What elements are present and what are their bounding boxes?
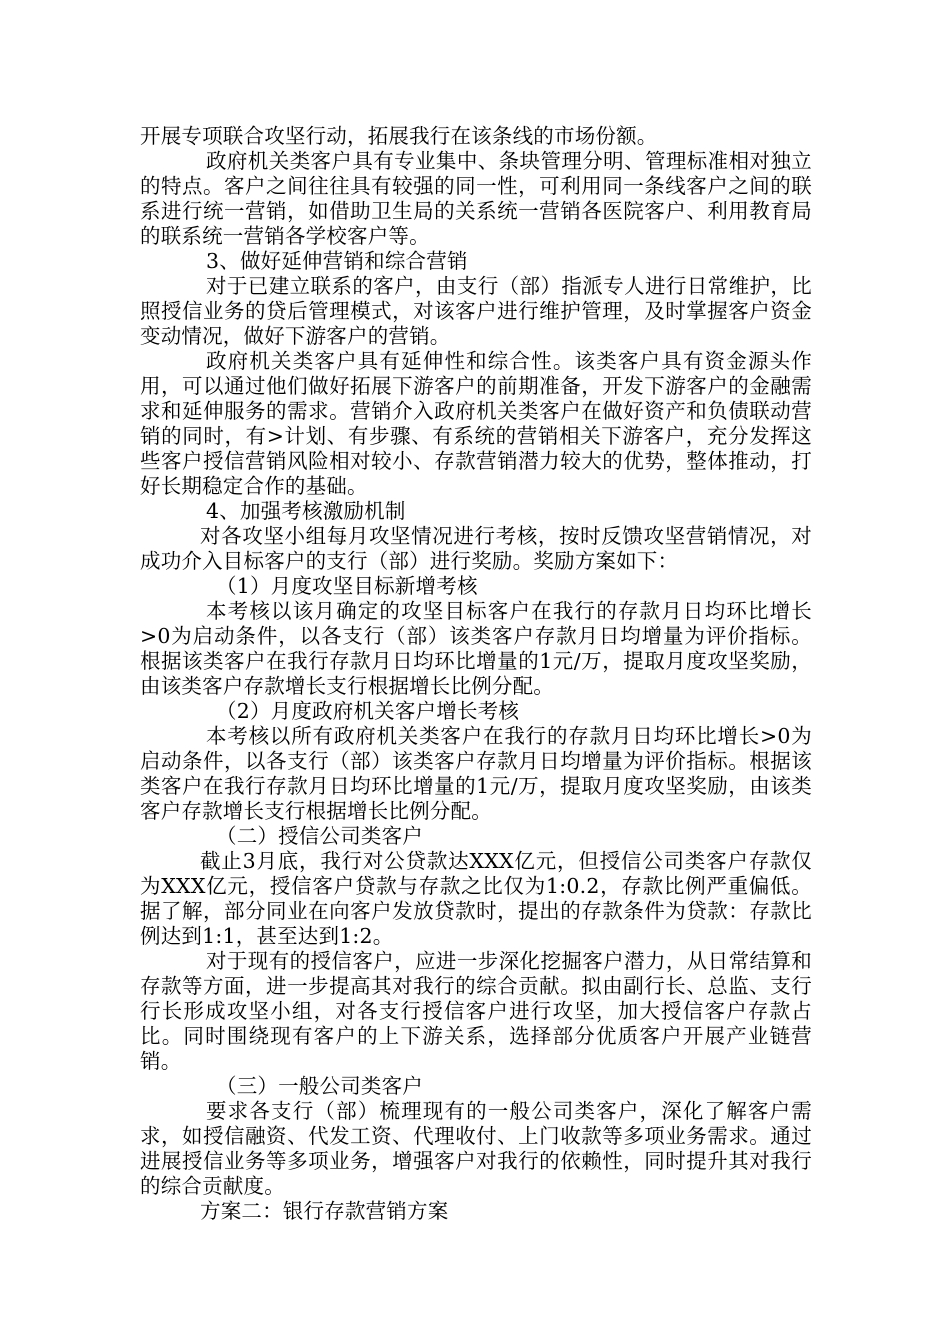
paragraph: 截止3月底，我行对公贷款达XXX亿元，但授信公司类客户存款仅为XXX亿元，授信客户贷款与存款之比仅为1:0.2，存款比例严重偏低。据了解，部分同业在向客户发放贷款时，提出的存款条件为贷款：存款比例达到1:1，甚至达到1:2。 — [140, 849, 812, 948]
paragraph: 对各攻坚小组每月攻坚情况进行考核，按时反馈攻坚营销情况，对成功介入目标客户的支行（部）进行奖励。奖励方案如下： — [140, 524, 812, 573]
paragraph: 本考核以所有政府机关类客户在我行的存款月日均环比增长>0为启动条件，以各支行（部）该类客户存款月日均增量为评价指标。根据该类客户在我行存款月日均环比增量的1元/万，提取月度攻坚奖励，由该类客户存款增长支行根据增长比例分配。 — [140, 724, 812, 823]
section-heading: 方案二：银行存款营销方案 — [200, 1199, 449, 1223]
section-heading: 3、做好延伸营销和综合营销 — [206, 249, 468, 273]
paragraph: 对于已建立联系的客户，由支行（部）指派专人进行日常维护，比照授信业务的贷后管理模式，对该客户进行维护管理，及时掌握客户资金变动情况，做好下游客户的营销。 — [140, 274, 812, 348]
section-heading: （1）月度攻坚目标新增考核 — [216, 574, 478, 598]
paragraph: 对于现有的授信客户，应进一步深化挖掘客户潜力，从日常结算和存款等方面，进一步提高其对我行的综合贡献。拟由副行长、总监、支行行长形成攻坚小组，对各支行授信客户进行攻坚，加大授信客户存款占比。同时围绕现有客户的上下游关系，选择部分优质客户开展产业链营销。 — [140, 949, 812, 1073]
section-heading: （二）授信公司类客户 — [216, 824, 423, 848]
paragraph: 政府机关类客户具有专业集中、条块管理分明、管理标准相对独立的特点。客户之间往往具有较强的同一性，可利用同一条线客户之间的联系进行统一营销，如借助卫生局的关系统一营销各医院客户、利用教育局的联系统一营销各学校客户等。 — [140, 149, 812, 248]
section-heading: （三）一般公司类客户 — [216, 1074, 423, 1098]
section-heading: 4、加强考核激励机制 — [206, 499, 406, 523]
paragraph: 要求各支行（部）梳理现有的一般公司类客户，深化了解客户需求，如授信融资、代发工资、代理收付、上门收款等多项业务需求。通过进展授信业务等多项业务，增强客户对我行的依赖性，同时提升其对我行的综合贡献度。 — [140, 1099, 812, 1198]
paragraph: 开展专项联合攻坚行动，拓展我行在该条线的市场份额。 — [140, 124, 658, 148]
section-heading: （2）月度政府机关客户增长考核 — [216, 699, 520, 723]
paragraph: 政府机关类客户具有延伸性和综合性。该类客户具有资金源头作用，可以通过他们做好拓展下游客户的前期准备，开发下游客户的金融需求和延伸服务的需求。营销介入政府机关类客户在做好资产和负债联动营销的同时，有>计划、有步骤、有系统的营销相关下游客户，充分发挥这些客户授信营销风险相对较小、存款营销潜力较大的优势，整体推动，打好长期稳定合作的基础。 — [140, 349, 812, 498]
document-body — [140, 124, 812, 1224]
paragraph: 本考核以该月确定的攻坚目标客户在我行的存款月日均环比增长>0为启动条件，以各支行（部）该类客户存款月日均增量为评价指标。根据该类客户在我行存款月日均环比增量的1元/万，提取月度攻坚奖励，由该类客户存款增长支行根据增长比例分配。 — [140, 599, 812, 698]
